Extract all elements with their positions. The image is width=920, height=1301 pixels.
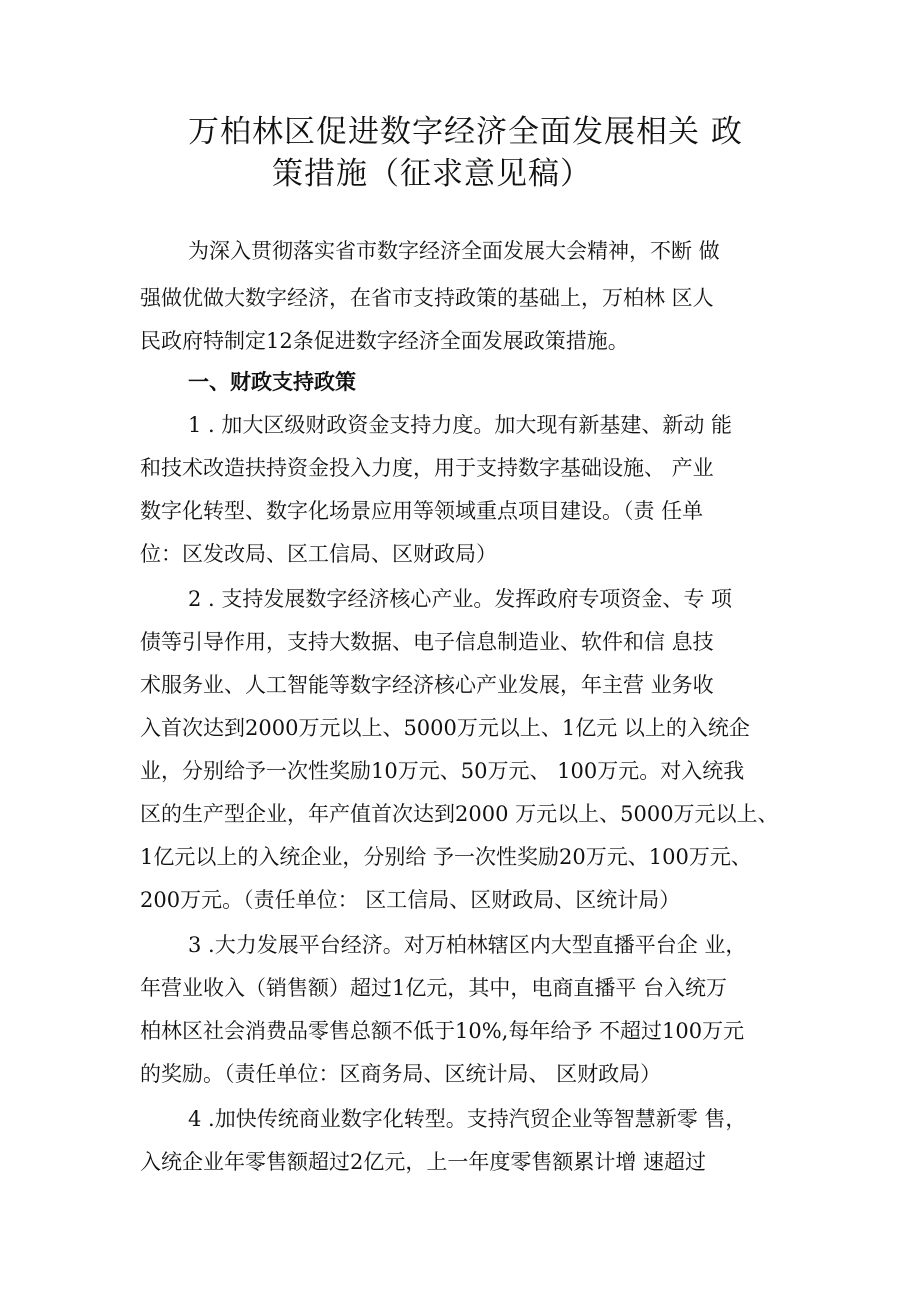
document-title-line-1: 万柏林区促进数字经济全面发展相关 政 bbox=[188, 114, 743, 150]
item1-line-2: 和技术改造扶持资金投入力度，用于支持数字基础设施、 产业 bbox=[140, 456, 714, 480]
item1-line-3: 数字化转型、数字化场景应用等领域重点项目建设。（责 任单 bbox=[140, 499, 704, 523]
item2-line-7: 1亿元以上的入统企业，分别给 予一次性奖励20万元、100万元、 bbox=[140, 845, 752, 869]
item4-line-1: 4 .加快传统商业数字化转型。支持汽贸企业等智慧新零 售， bbox=[188, 1107, 747, 1131]
intro-line-3: 民政府特制定12条促进数字经济全面发展政策措施。 bbox=[140, 329, 629, 353]
intro-line-1: 为深入贯彻落实省市数字经济全面发展大会精神，不断 做 bbox=[188, 239, 720, 263]
item4-line-2: 入统企业年零售额超过2亿元，上一年度零售额累计增 速超过 bbox=[140, 1150, 707, 1174]
item2-line-5: 业，分别给予一次性奖励10万元、50万元、 100万元。对入统我 bbox=[140, 759, 745, 783]
item3-line-1: 3 .大力发展平台经济。对万柏林辖区内大型直播平台企 业， bbox=[188, 933, 747, 957]
item2-line-8: 200万元。（责任单位： 区工信局、区财政局、区统计局） bbox=[140, 888, 681, 912]
document-title-line-2: 策措施（征求意见稿） bbox=[272, 156, 592, 192]
item2-line-4: 入首次达到2000万元以上、5000万元以上、1亿元 以上的入统企 bbox=[140, 716, 750, 740]
item3-line-3: 柏林区社会消费品零售总额不低于10%,每年给予 不超过100万元 bbox=[140, 1019, 745, 1043]
item2-line-3: 术服务业、人工智能等数字经济核心产业发展，年主营 业务收 bbox=[140, 673, 714, 697]
item3-line-4: 的奖励。（责任单位：区商务局、区统计局、 区财政局） bbox=[140, 1062, 662, 1086]
item1-line-1: 1 . 加大区级财政资金支持力度。加大现有新基建、新动 能 bbox=[188, 413, 733, 437]
item2-line-2: 债等引导作用，支持大数据、电子信息制造业、软件和信 息技 bbox=[140, 630, 714, 654]
intro-line-2: 强做优做大数字经济，在省市支持政策的基础上，万柏林 区人 bbox=[140, 286, 714, 310]
section-heading-fiscal-support: 一、财政支持政策 bbox=[188, 370, 356, 394]
item3-line-2: 年营业收入（销售额）超过1亿元，其中，电商直播平 台入统万 bbox=[140, 976, 728, 1000]
item1-line-4: 位：区发改局、区工信局、区财政局） bbox=[140, 542, 497, 566]
item2-line-1: 2 . 支持发展数字经济核心产业。发挥政府专项资金、专 项 bbox=[188, 587, 733, 611]
item2-line-6: 区的生产型企业，年产值首次达到2000 万元以上、5000万元以上、 bbox=[140, 802, 779, 826]
